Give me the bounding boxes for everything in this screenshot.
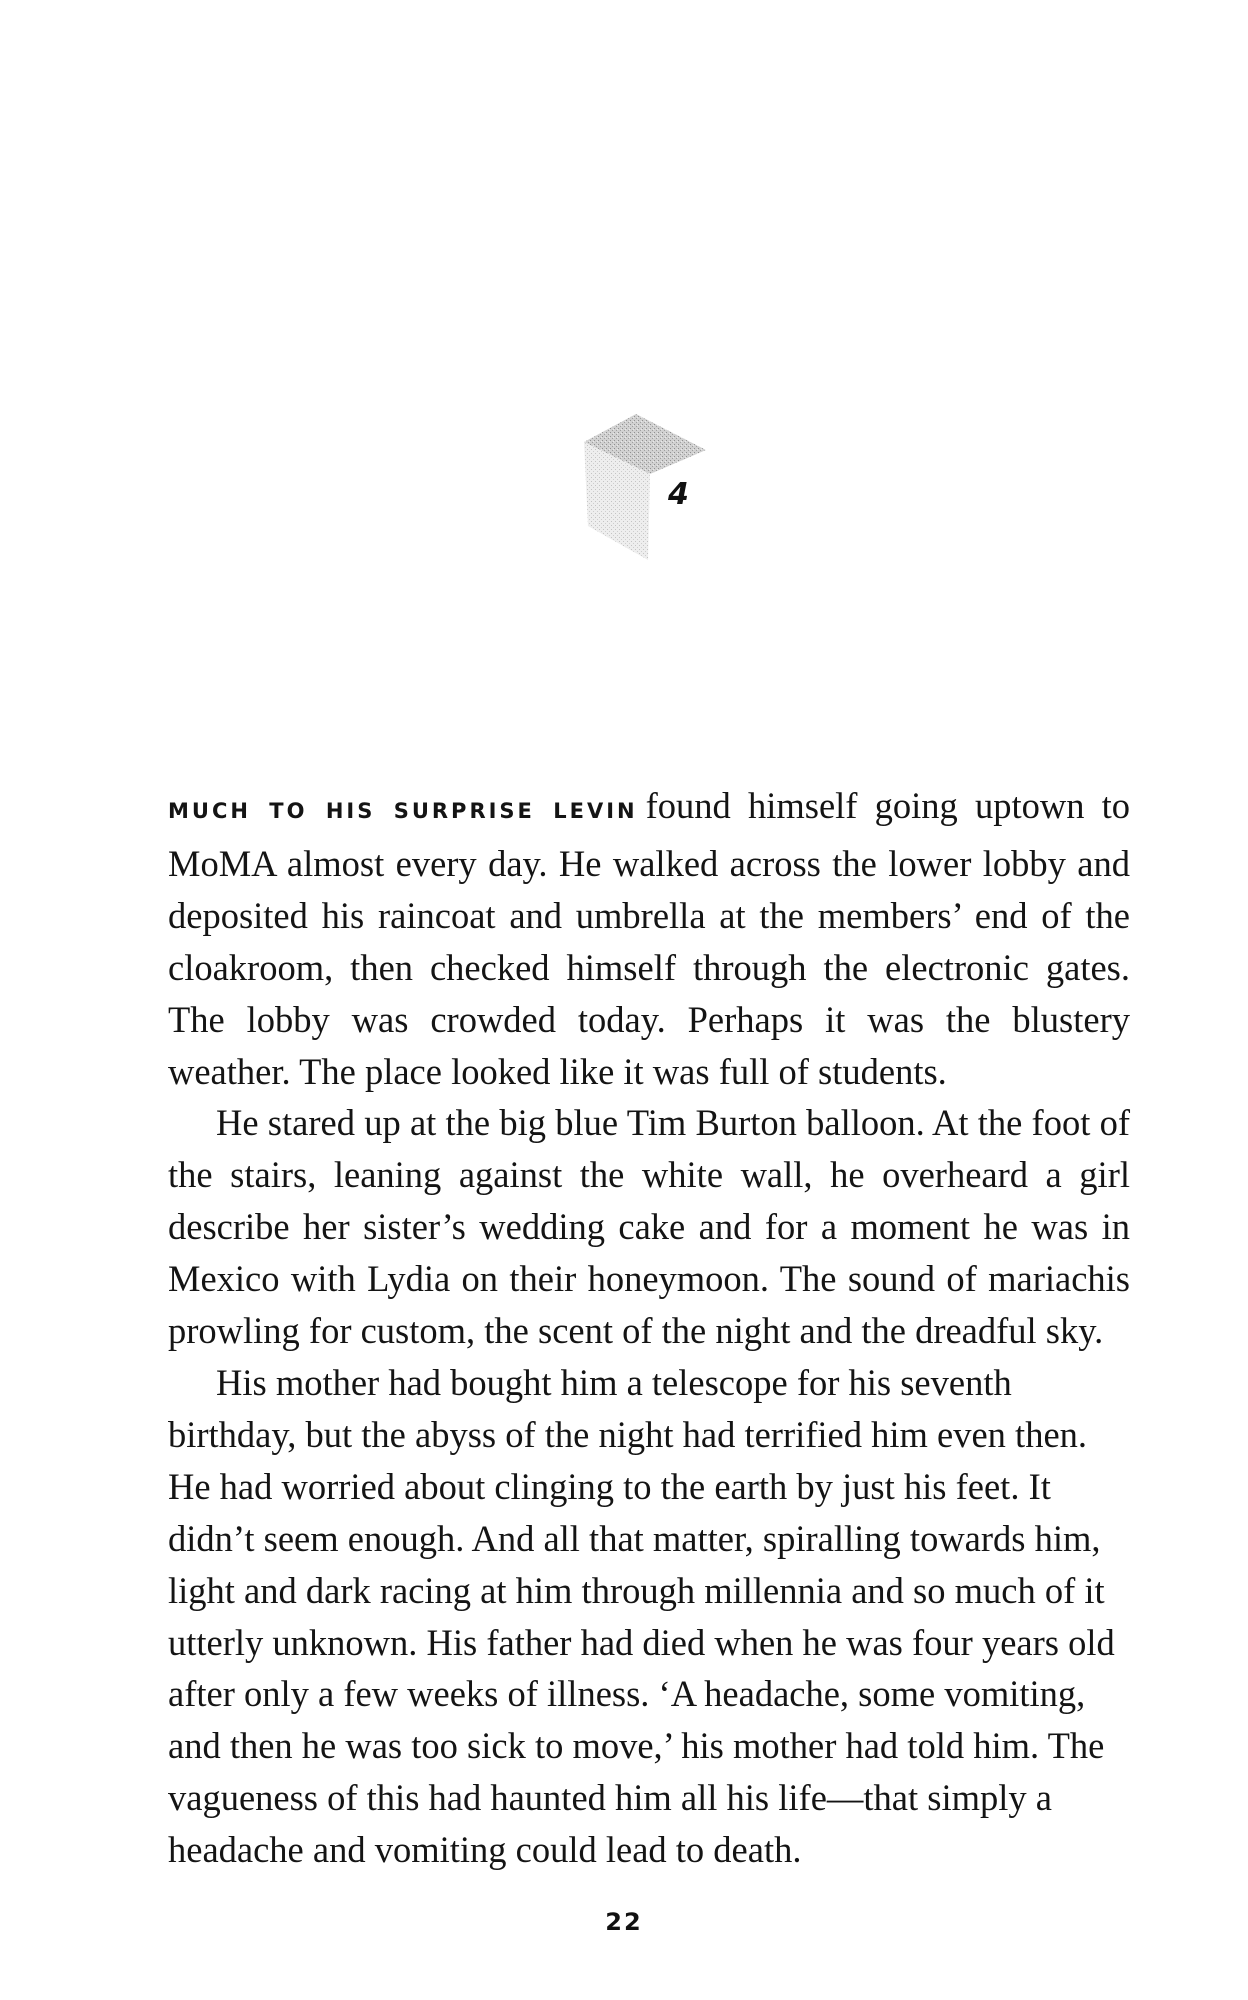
paragraph-text: found himself going uptown to MoMA almost every day. He walked across the lower lobby and deposited his raincoat and umbrella at the members’ end of the cloakroom, then checked himself through the electronic gates. The lobby was crowded today. Perhaps it was the blustery weather. The place looked like it was full of students.	[168, 785, 1131, 1092]
chapter-number: 4	[668, 477, 689, 512]
paragraph: His mother had bought him a telescope for his seventh birthday, but the abyss of the night had terrified him even then. He had worried about clinging to the earth by just his feet. It didn’t seem enough. And all that matter, spiralling towards him, light and dark racing at him through millennia and so much of it utterly unknown. His father had died when he was four years old after only a few weeks of illness. ‘A headache, some vomiting, and then he was too sick to move,’ his mother had told him. The vagueness of this had haunted him all his life—that simply a headache and vomiting could lead to death.	[168, 1361, 1115, 1871]
page-number: 22	[605, 1908, 643, 1936]
paragraph: He stared up at the big blue Tim Burton balloon. At the foot of the stairs, leaning against the white wall, he overheard a girl describe her sister’s wedding cake and for a moment he was in Mexico with Lydia on their honeymoon. The sound of mariachis prowling for custom, the scent of the night and the dreadful sky.	[168, 1102, 1130, 1352]
lead-in-small-caps: MUCH TO HIS SURPRISE LEVIN	[168, 799, 638, 823]
chapter-body	[168, 780, 1130, 1876]
paragraph	[168, 780, 1130, 1097]
